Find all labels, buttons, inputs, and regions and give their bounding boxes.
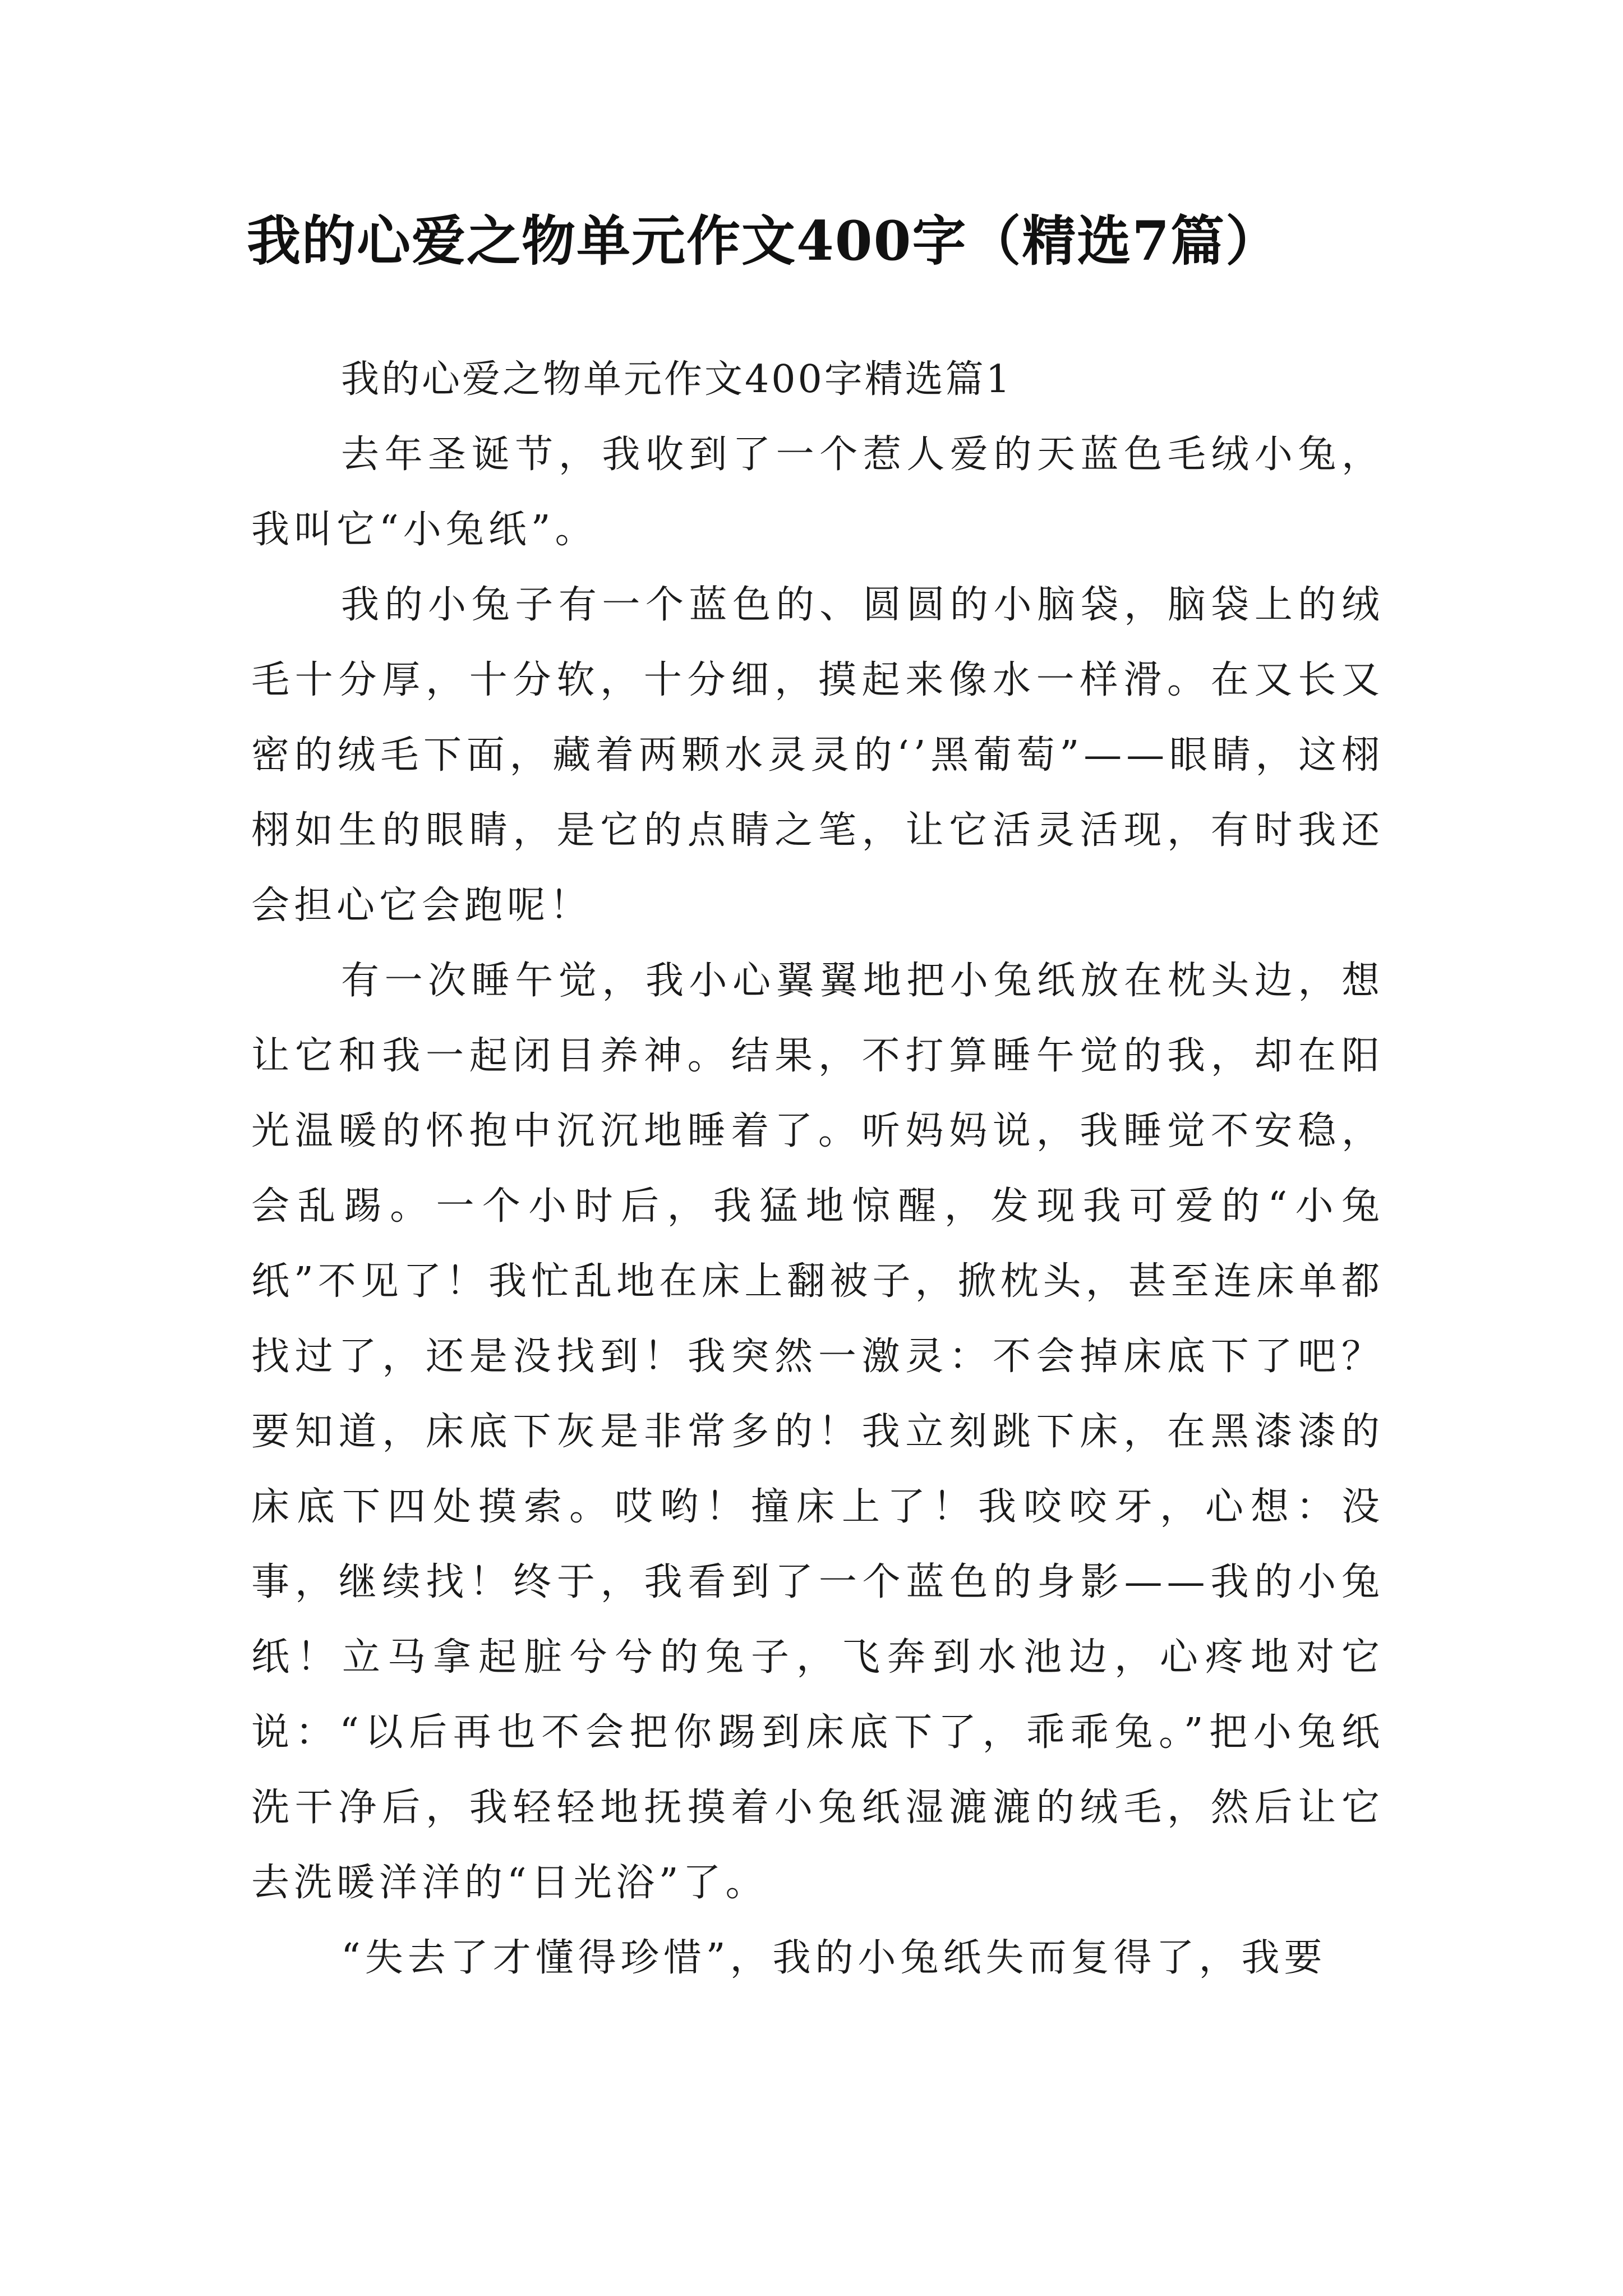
paragraph-3: 有一次睡午觉，我小心翼翼地把小兔纸放在枕头边，想让它和我一起闭目养神。结果，不打算睡午觉的我，却在阳光温暖的怀抱中沉沉地睡着了。听妈妈说，我睡觉不安稳，会乱踢。一个小时后，我猛地惊醒，发现我可爱的“小兔纸”不见了！我忙乱地在床上翻被子，掀枕头，甚至连床单都找过了，还是没找到！我突然一激灵：不会掉床底下了吧？要知道，床底下灰是非常多的！我立刻跳下床，在黑漆漆的床底下四处摸索。哎哟！撞床上了！我咬咬牙，心想：没事，继续找！终于，我看到了一个蓝色的身影——我的小兔纸！立马拿起脏兮兮的兔子，飞奔到水池边，心疼地对它说：“以后再也不会把你踢到床底下了，乖乖兔。”把小兔纸洗干净后，我轻轻地抚摸着小兔纸湿漉漉的绒毛，然后让它去洗暖洋洋的“日光浴”了。 bbox=[251, 959, 1384, 1905]
document-title: 我的心爱之物单元作文400字（精选7篇） bbox=[247, 209, 1281, 273]
section-heading: 我的心爱之物单元作文400字精选篇1 bbox=[341, 357, 1013, 402]
paragraph-1: 去年圣诞节，我收到了一个惹人爱的天蓝色毛绒小兔，我叫它“小兔纸”。 bbox=[251, 432, 1384, 552]
document-body bbox=[251, 342, 1384, 1996]
paragraph-2: 我的小兔子有一个蓝色的、圆圆的小脑袋，脑袋上的绒毛十分厚，十分软，十分细，摸起来像水一样滑。在又长又密的绒毛下面，藏着两颗水灵灵的‘’黑葡萄”——眼睛，这栩栩如生的眼睛，是它的点睛之笔，让它活灵活现，有时我还会担心它会跑呢！ bbox=[251, 583, 1384, 928]
paragraph-4: “失去了才懂得珍惜”，我的小兔纸失而复得了，我要 bbox=[341, 1936, 1327, 1980]
